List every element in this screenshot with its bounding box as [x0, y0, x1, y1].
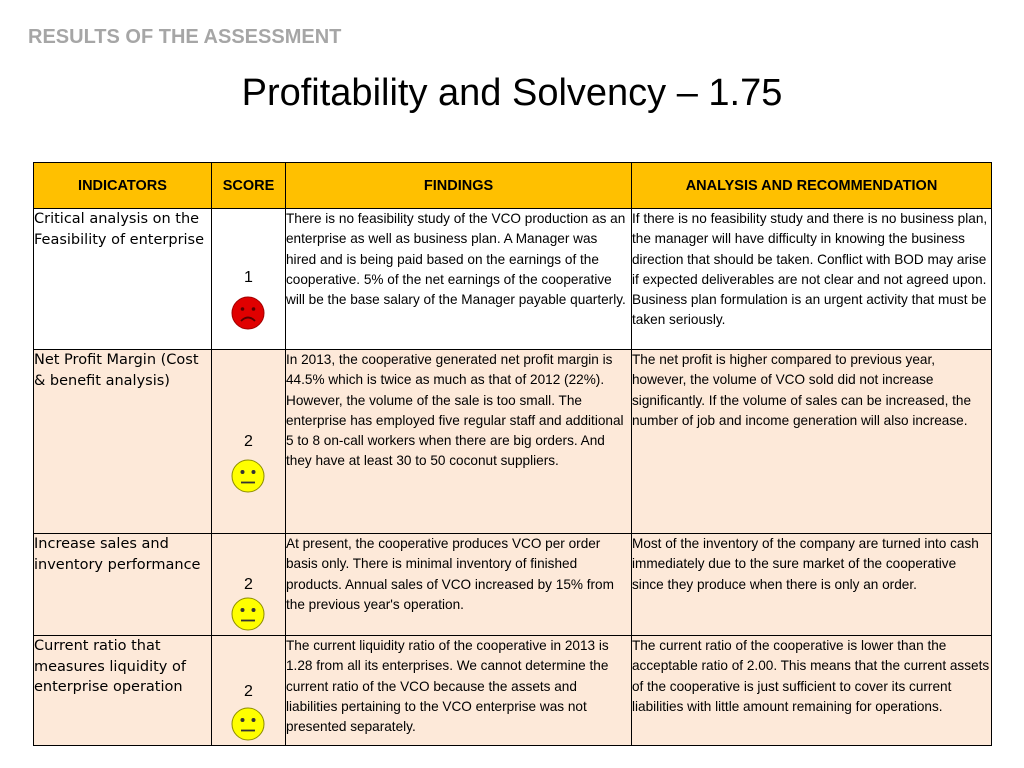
analysis-cell: The current ratio of the cooperative is lower than the acceptable ratio of 2.00. This means that the current assets of the cooperative is just sufficient to cover its current liabilities with little amount remaining for operations.: [632, 636, 992, 746]
neutral-face-icon: [230, 596, 266, 632]
slide-title: Profitability and Solvency – 1.75: [241, 72, 783, 114]
column-header-analysis: ANALYSIS AND RECOMMENDATION: [632, 163, 992, 209]
analysis-cell: If there is no feasibility study and there is no business plan, the manager will have difficulty in knowing the business direction that should be taken. Conflict with BOD may arise if expected deliverables are not clear and not agreed upon. Business plan formulation is an urgent activity that must be taken seriously.: [632, 209, 992, 350]
indicator-cell: Increase sales and inventory performance: [34, 534, 212, 636]
table-row: [34, 534, 992, 636]
indicator-cell: Net Profit Margin (Cost & benefit analysis): [34, 350, 212, 534]
score-cell: [212, 534, 286, 636]
findings-cell: The current liquidity ratio of the cooperative in 2013 is 1.28 from all its enterprises. We cannot determine the current ratio of the VCO because the assets and liabilities pertaining to the VCO enterprise was not presented separately.: [286, 636, 632, 746]
score-cell: [212, 350, 286, 534]
score-value: 2: [244, 683, 253, 700]
column-header-score: SCORE: [212, 163, 286, 209]
score-cell: [212, 636, 286, 746]
column-header-indicators: INDICATORS: [34, 163, 212, 209]
analysis-cell: The net profit is higher compared to previous year, however, the volume of VCO sold did not increase significantly. If the volume of sales can be increased, the number of job and income generation will also increase.: [632, 350, 992, 534]
findings-cell: At present, the cooperative produces VCO per order basis only. There is minimal inventory of finished products. Annual sales of VCO increased by 15% from the previous year's operation.: [286, 534, 632, 636]
neutral-face-icon: [230, 706, 266, 742]
score-value: 1: [244, 269, 253, 286]
table-row: [34, 350, 992, 534]
sad-face-icon: [230, 295, 266, 331]
score-value: 2: [244, 576, 253, 593]
analysis-cell: Most of the inventory of the company are turned into cash immediately due to the sure market of the cooperative since they produce when there is only an order.: [632, 534, 992, 636]
table-header-row: [34, 163, 992, 209]
column-header-findings: FINDINGS: [286, 163, 632, 209]
slide-kicker: RESULTS OF THE ASSESSMENT: [28, 26, 342, 48]
score-value: 2: [244, 433, 253, 450]
indicator-cell: Critical analysis on the Feasibility of enterprise: [34, 209, 212, 350]
indicator-cell: Current ratio that measures liquidity of enterprise operation: [34, 636, 212, 746]
table-row: [34, 636, 992, 746]
findings-cell: In 2013, the cooperative generated net profit margin is 44.5% which is twice as much as that of 2012 (22%). However, the volume of the sale is too small. The enterprise has employed five regular staff and additional 5 to 8 on-call workers when there are big orders. And they have at least 30 to 50 coconut suppliers.: [286, 350, 632, 534]
table-row: [34, 209, 992, 350]
neutral-face-icon: [230, 458, 266, 494]
assessment-table: [33, 162, 992, 746]
findings-cell: There is no feasibility study of the VCO production as an enterprise as well as business plan. A Manager was hired and is being paid based on the earnings of the cooperative. 5% of the net earnings of the cooperative will be the base salary of the Manager payable quarterly.: [286, 209, 632, 350]
score-cell: [212, 209, 286, 350]
